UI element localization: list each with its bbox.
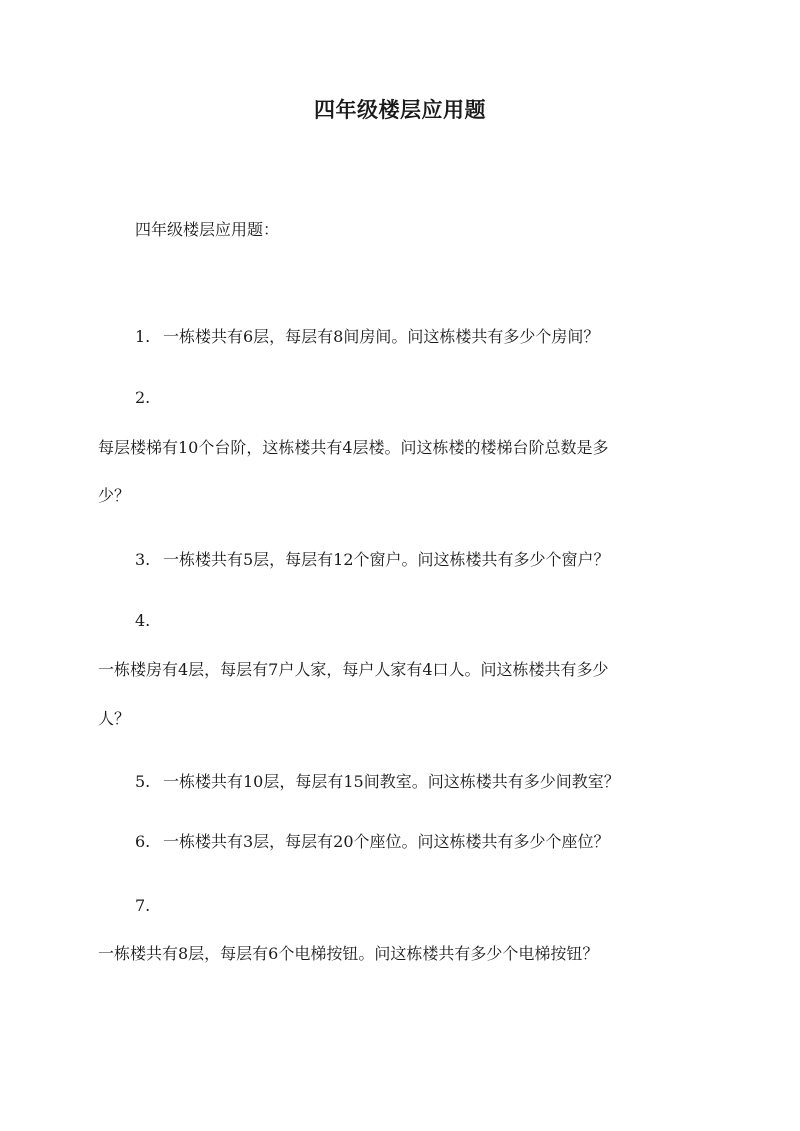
question-text: 一栋楼共有5层，每层有12个窗户。问这栋楼共有多少个窗户？ [163,550,610,569]
question-text: 一栋楼共有6层，每层有8间房间。问这栋楼共有多少个房间？ [163,327,600,346]
question-number: 3. [135,550,151,569]
question-5 [135,769,620,795]
question-1 [135,324,599,350]
document-title: 四年级楼层应用题 [314,97,486,122]
question-6 [135,829,610,855]
question-4-text-line1: 一栋楼房有4层，每层有7户人家，每户人家有4口人。问这栋楼共有多少 [98,660,609,679]
question-7-number: 7. [135,896,151,915]
question-7-text-line1: 一栋楼共有8层，每层有6个电梯按钮。问这栋楼共有多少个电梯按钮？ [98,944,599,963]
question-number: 5. [135,772,151,791]
question-4-text-line2: 人？ [98,709,131,728]
question-text: 一栋楼共有3层，每层有20个座位。问这栋楼共有多少个座位？ [163,832,610,851]
question-3 [135,547,610,573]
question-number: 1. [135,327,151,346]
question-2-number: 2. [135,388,151,407]
question-2-text-line1: 每层楼梯有10个台阶，这栋楼共有4层楼。问这栋楼的楼梯台阶总数是多 [98,438,609,457]
question-4-number: 4. [135,611,151,630]
question-number: 6. [135,832,151,851]
question-2-text-line2: 少？ [98,486,131,505]
question-text: 一栋楼共有10层，每层有15间教室。问这栋楼共有多少间教室？ [163,772,620,791]
intro-text: 四年级楼层应用题： [135,220,280,239]
